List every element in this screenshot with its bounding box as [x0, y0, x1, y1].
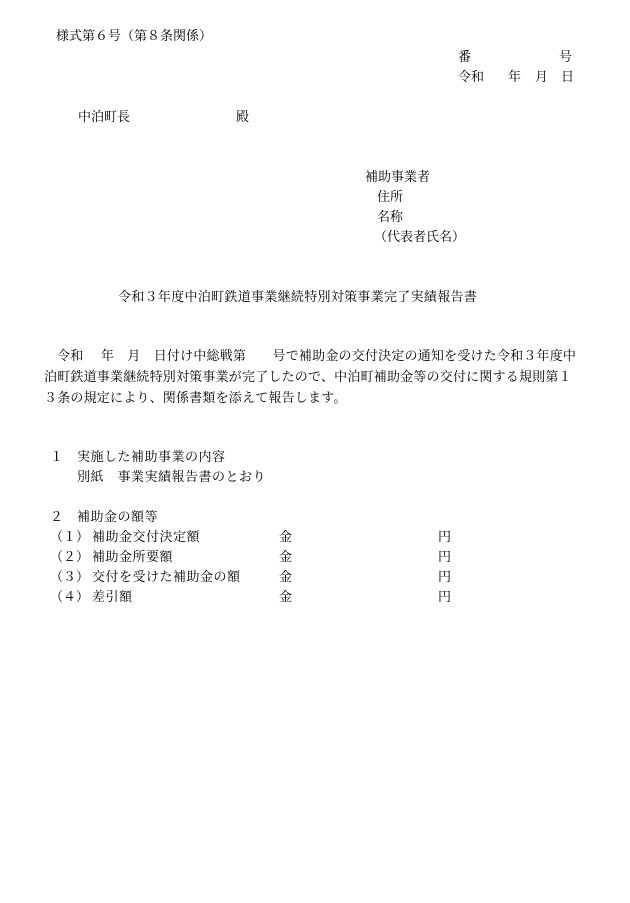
applicant-address-label: 住所 [377, 190, 404, 205]
amount-item-prefix: 金 [279, 590, 293, 605]
amount-item-unit: 円 [438, 590, 452, 605]
amount-item-prefix: 金 [279, 570, 293, 585]
addressee-name: 中泊町長 [78, 110, 131, 125]
amount-item-label: 差引額 [92, 590, 133, 605]
applicant-heading: 補助事業者 [365, 170, 431, 185]
amount-item-number: （４） [50, 590, 90, 605]
amount-item-number: （３） [50, 570, 90, 585]
amount-item-number: （１） [50, 530, 90, 545]
applicant-name-label: 名称 [377, 210, 404, 225]
section1-heading: 実施した補助事業の内容 [77, 450, 226, 465]
amount-item-unit: 円 [438, 550, 452, 565]
applicant-representative-label: （代表者氏名） [374, 230, 466, 245]
section1-number: １ [50, 450, 64, 465]
amount-item-unit: 円 [438, 570, 452, 585]
amount-item-prefix: 金 [279, 550, 293, 565]
date-month: 月 [535, 70, 549, 85]
amount-item-unit: 円 [438, 530, 452, 545]
date-era: 令和 [458, 70, 485, 85]
amount-item-label: 補助金所要額 [92, 550, 174, 565]
section1-content: 別紙 事業実績報告書のとおり [77, 470, 267, 485]
amount-item-prefix: 金 [279, 530, 293, 545]
date-day: 日 [561, 70, 575, 85]
document-title: 令和３年度中泊町鉄道事業継続特別対策事業完了実績報告書 [118, 290, 478, 305]
date-year: 年 [508, 70, 522, 85]
section2-heading: 補助金の額等 [77, 510, 159, 525]
amount-item-label: 交付を受けた補助金の額 [92, 570, 241, 585]
number-label: 番 [458, 50, 472, 65]
addressee-honorific: 殿 [236, 110, 250, 125]
amount-item-label: 補助金交付決定額 [92, 530, 201, 545]
section2-number: ２ [50, 510, 64, 525]
form-label: 様式第６号（第８条関係） [56, 29, 213, 44]
amount-item-number: （２） [50, 550, 90, 565]
number-suffix: 号 [559, 50, 573, 65]
body-text: 令和 年 月 日付け中総戦第 号で補助金の交付決定の通知を受けた令和３年度中泊町鉄道事業継続特別対策事業が完了したので、中泊町補助金等の交付に関する規則第１３条の規定により、関係書類を添えて報告します。 [44, 349, 577, 406]
